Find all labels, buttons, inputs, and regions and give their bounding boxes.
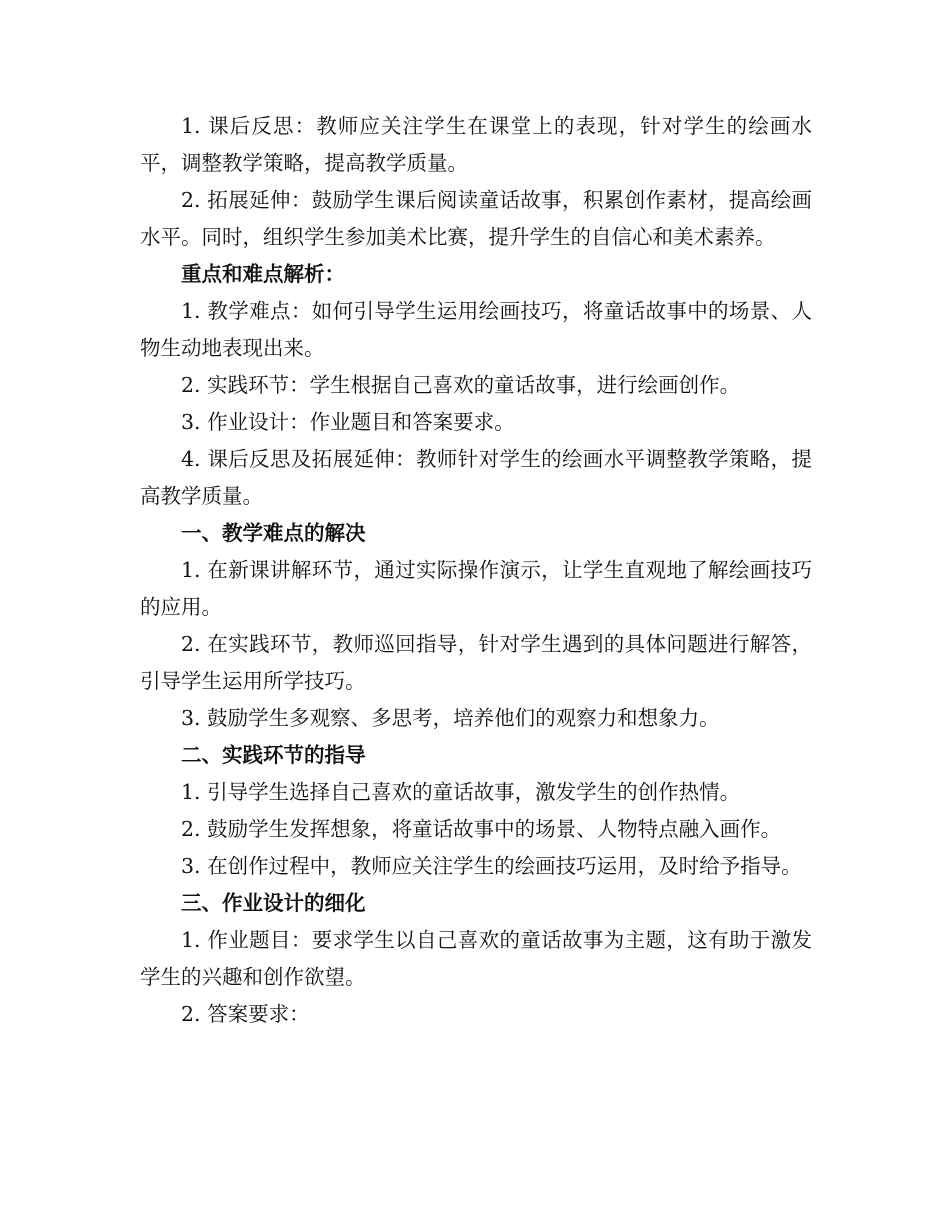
section-heading-homework-details: 三、作业设计的细化 (181, 891, 366, 915)
paragraph-extension: 2. 拓展延伸：鼓励学生课后阅读童话故事，积累创作素材，提高绘画水平。同时，组织学生参加美术比赛，提升学生的自信心和美术素养。 (140, 188, 812, 249)
paragraph-after-class-reflection: 1. 课后反思：教师应关注学生在课堂上的表现，针对学生的绘画水平，调整教学策略，提高教学质量。 (140, 114, 812, 175)
paragraph-practice: 2. 实践环节：学生根据自己喜欢的童话故事，进行绘画创作。 (181, 373, 741, 397)
paragraph-guidance-3: 3. 在创作过程中，教师应关注学生的绘画技巧运用，及时给予指导。 (181, 854, 802, 878)
paragraph-solution-2: 2. 在实践环节，教师巡回指导，针对学生遇到的具体问题进行解答，引导学生运用所学技巧。 (140, 632, 812, 693)
section-heading-practice-guidance: 二、实践环节的指导 (181, 743, 366, 767)
section-heading-key-points: 重点和难点解析： (181, 262, 345, 286)
paragraph-reflection-extension: 4. 课后反思及拓展延伸：教师针对学生的绘画水平调整教学策略，提高教学质量。 (140, 447, 812, 508)
paragraph-teaching-difficulty: 1. 教学难点：如何引导学生运用绘画技巧，将童话故事中的场景、人物生动地表现出来。 (140, 299, 812, 360)
document-body (140, 108, 812, 1033)
section-heading-difficulty-solution: 一、教学难点的解决 (181, 521, 366, 545)
paragraph-solution-1: 1. 在新课讲解环节，通过实际操作演示，让学生直观地了解绘画技巧的应用。 (140, 558, 812, 619)
paragraph-homework-topic: 1. 作业题目：要求学生以自己喜欢的童话故事为主题，这有助于激发学生的兴趣和创作欲望。 (140, 928, 812, 989)
paragraph-homework-design: 3. 作业设计：作业题目和答案要求。 (181, 410, 515, 434)
paragraph-guidance-2: 2. 鼓励学生发挥想象，将童话故事中的场景、人物特点融入画作。 (181, 817, 782, 841)
paragraph-guidance-1: 1. 引导学生选择自己喜欢的童话故事，激发学生的创作热情。 (181, 780, 741, 804)
paragraph-solution-3: 3. 鼓励学生多观察、多思考，培养他们的观察力和想象力。 (181, 706, 720, 730)
paragraph-answer-requirements: 2. 答案要求： (181, 1002, 310, 1026)
